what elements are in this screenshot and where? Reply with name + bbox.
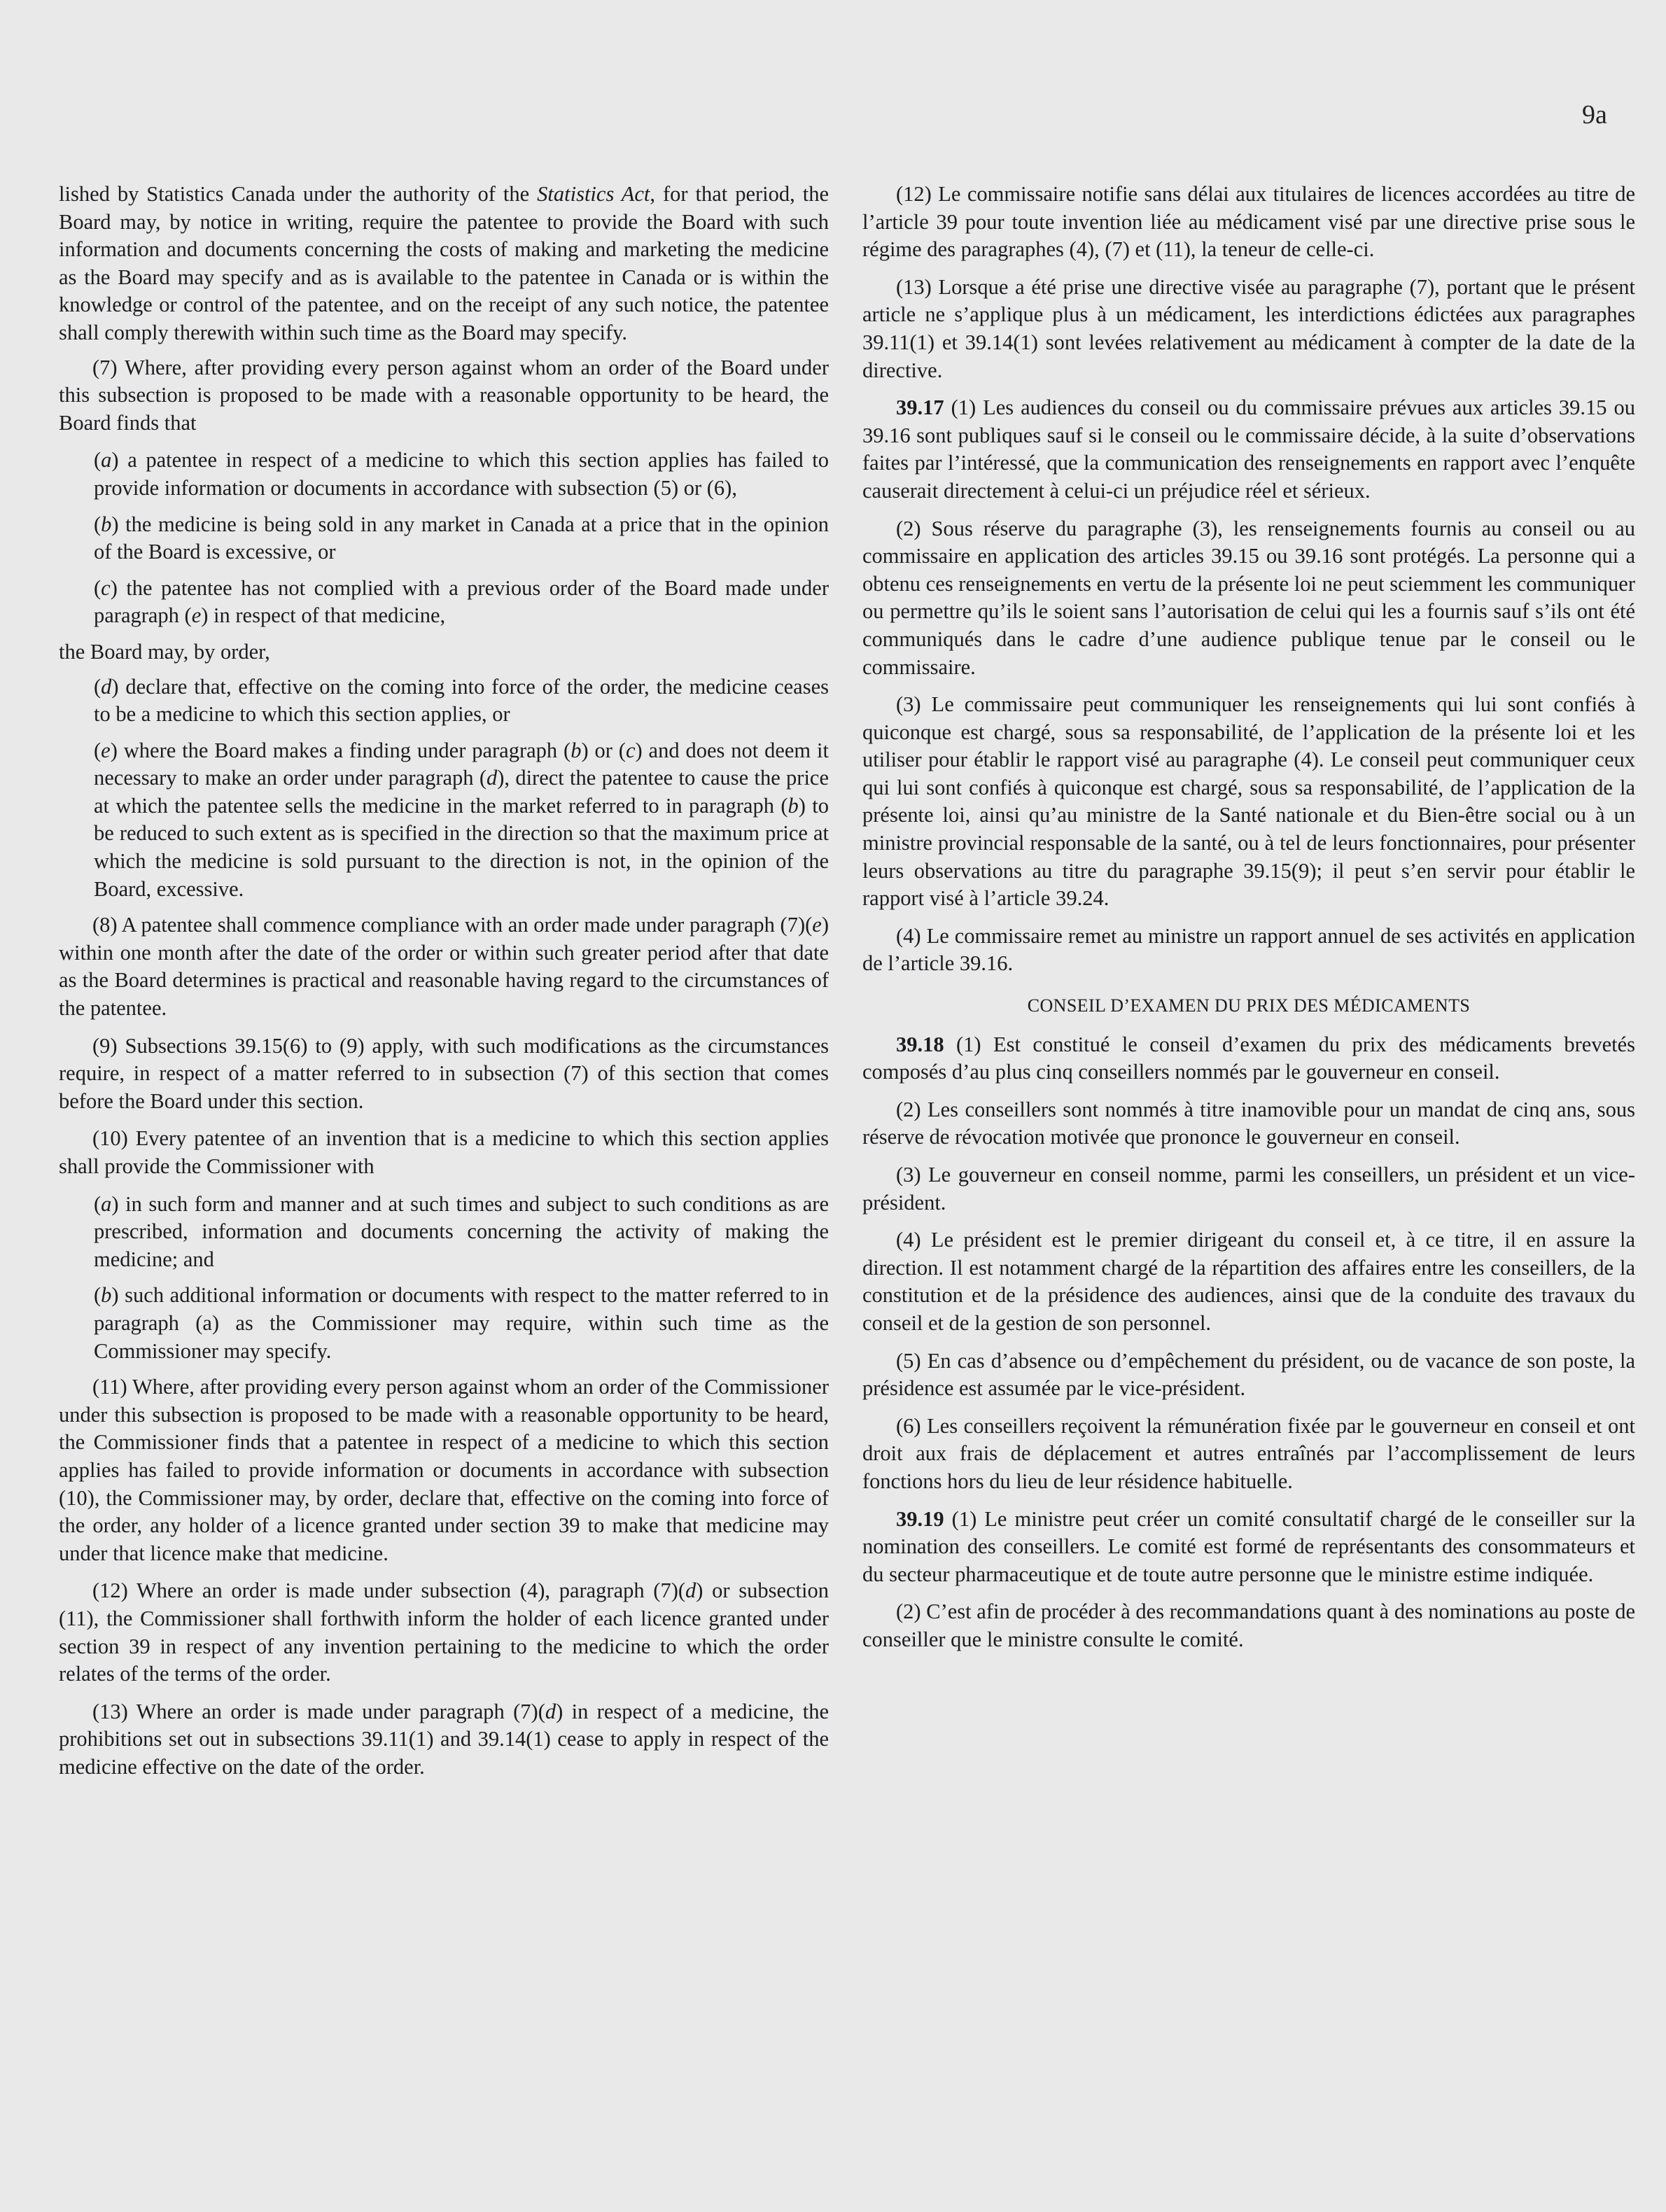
section-number: 39.17 — [896, 396, 944, 420]
paragraph: (4) Le président est le premier dirigeant du conseil et, à ce titre, il en assure la direction. Il est notamment chargé de la répartition des affaires entre les conseillers, de la constitution et de la présidence des audiences, ainsi que de la conduite des travaux du conseil et de la gestion de son personnel. — [862, 1228, 1635, 1335]
list-item: (a) in such form and manner and at such times and subject to such conditions as are prescribed, information and documents concerning the activity of making the medicine; and — [94, 1191, 829, 1271]
english-text-column — [59, 181, 829, 1791]
paragraph: (2) Sous réserve du paragraphe (3), les renseignements fournis au conseil ou au commissaire en application des articles 39.15 ou 39.16 sont protégés. La personne qui a obtenu ces renseignements en vertu de la présente loi ne peut sciemment les communiquer ou permettre qu’ils le soient sans l’autorisation de celui qui les a fournis sauf s’ils ont été communiqués dans le cadre d’une audience publique tenue par le conseil ou le commissaire. — [862, 516, 1635, 679]
paragraph: (7) Where, after providing every person against whom an order of the Board under this subsection is proposed to be made with a reasonable opportunity to be heard, the Board finds that — [59, 355, 829, 435]
paragraph: 39.18 (1) Est constitué le conseil d’examen du prix des médicaments brevetés composés d’au plus cinq conseillers nommés par le gouverneur en conseil. — [862, 1032, 1635, 1084]
paragraph: (5) En cas d’absence ou d’empêchement du président, ou de vacance de son poste, la présidence est assumée par le vice-président. — [862, 1348, 1635, 1401]
paragraph: (6) Les conseillers reçoivent la rémunération fixée par le gouverneur en conseil et ont droit aux frais de déplacement et autres entraînés par l’accomplissement de leurs fonctions hors du lieu de leur résidence habituelle. — [862, 1413, 1635, 1493]
paragraph: (11) Where, after providing every person against whom an order of the Commissioner under this subsection is proposed to be made with a reasonable opportunity to be heard, the Commissioner finds that a patentee in respect of a medicine to which this section applies has failed to provide information or documents in accordance with subsection (10), the Commissioner may, by order, declare that, effective on the coming into force of the order, any holder of a licence granted under section 39 to make that medicine may under that licence make that medicine. — [59, 1375, 829, 1565]
french-text-column — [862, 181, 1635, 1664]
paragraph: (12) Where an order is made under subsection (4), paragraph (7)(d) or subsection (11), the Commissioner shall forthwith inform the holder of each licence granted under section 39 in respect of any invention pertaining to the medicine to which the order relates of the terms of the order. — [59, 1578, 829, 1686]
list-item: (c) the patentee has not complied with a previous order of the Board made under paragraph (e) in respect of that medicine, — [94, 575, 829, 628]
paragraph: 39.17 (1) Les audiences du conseil ou du commissaire prévues aux articles 39.15 ou 39.16 sont publiques sauf si le conseil ou le commissaire décide, à la suite d’observations faites par l’intéressé, que la communication des renseignements en rapport avec l’enquête causerait directement à celui-ci un préjudice réel et sérieux. — [862, 396, 1635, 503]
paragraph: (2) C’est afin de procéder à des recommandations quant à des nominations au poste de conseiller que le ministre consulte le comité. — [862, 1600, 1635, 1651]
paragraph: (3) Le commissaire peut communiquer les renseignements qui lui sont confiés à quiconque est chargé, sous sa responsabilité, de l’application de la présente loi et les utiliser pour établir le rapport visé au paragraphe (4). Le conseil peut communiquer ceux qui lui sont confiés à quiconque est chargé, sous sa responsabilité, de l’application de la présente loi, ainsi qu’au ministre de la Santé nationale et du Bien-être social ou à un ministre provincial responsable de la santé, ou à tel de leurs fonctionnaires, pour présenter leurs observations au titre du paragraphe 39.15(9); il peut s’en servir pour établir le rapport visé à l’article 39.24. — [862, 692, 1635, 911]
paragraph: the Board may, by order, — [59, 639, 270, 664]
paragraph: (13) Lorsque a été prise une directive visée au paragraphe (7), portant que le présent article ne s’applique plus à un médicament, les interdictions édictées aux paragraphes 39.11(1) et 39.14(1) sont levées relativement au médicament à compter de la date de la directive. — [862, 274, 1635, 382]
section-number: 39.19 — [896, 1506, 944, 1531]
list-item: (d) declare that, effective on the coming into force of the order, the medicine ceases to be a medicine to which this section applies, or — [94, 674, 829, 727]
paragraph: lished by Statistics Canada under the authority of the Statistics Act, for that period, the Board may, by notice in writing, require the patentee to provide the Board with such information and documents concerning the costs of making and marketing the medicine as the Board may specify and as is available to the patentee in Canada or is within the knowledge or control of the patentee, and on the receipt of any such notice, the patentee shall comply therewith within such time as the Board may specify. — [59, 182, 829, 344]
list-item: (e) where the Board makes a finding under paragraph (b) or (c) and does not deem it necessary to make an order under paragraph (d), direct the patentee to cause the price at which the patentee sells the medicine in the market referred to in paragraph (b) to be reduced to such extent as is specified in the direction so that the maximum price at which the medicine is sold pursuant to the direction is not, in the opinion of the Board, excessive. — [94, 738, 829, 901]
paragraph: (3) Le gouverneur en conseil nomme, parmi les conseillers, un président et un vice-président. — [862, 1163, 1635, 1214]
list-item: (a) a patentee in respect of a medicine to which this section applies has failed to provide information or documents in accordance with subsection (5) or (6), — [94, 448, 829, 500]
section-number: 39.18 — [896, 1032, 944, 1056]
paragraph: 39.19 (1) Le ministre peut créer un comité consultatif chargé de le conseiller sur la nomination des conseillers. Le comité est formé de représentants des consommateurs et du secteur pharmaceutique et de toute autre personne que le ministre estime indiquée. — [862, 1506, 1635, 1586]
paragraph: (8) A patentee shall commence compliance with an order made under paragraph (7)(e) within one month after the date of the order or within such greater period after that date as the Board determines is practical and reasonable having regard to the circumstances of the patentee. — [59, 913, 829, 1021]
paragraph: (2) Les conseillers sont nommés à titre inamovible pour un mandat de cinq ans, sous réserve de révocation motivée que prononce le gouverneur en conseil. — [862, 1097, 1635, 1149]
paragraph: (10) Every patentee of an invention that is a medicine to which this section applies shall provide the Commissioner with — [59, 1126, 829, 1178]
paragraph: (4) Le commissaire remet au ministre un rapport annuel de ses activités en application de l’article 39.16. — [862, 923, 1635, 976]
list-item: (b) the medicine is being sold in any market in Canada at a price that in the opinion of the Board is excessive, or — [94, 512, 829, 564]
paragraph: (9) Subsections 39.15(6) to (9) apply, with such modifications as the circumstances require, in respect of a matter referred to in subsection (7) of this section that comes before the Board under this section. — [59, 1033, 829, 1113]
page-number: 9a — [1582, 100, 1607, 130]
paragraph: (12) Le commissaire notifie sans délai aux titulaires de licences accordées au titre de l’article 39 pour toute invention liée au médicament visé par une directive prise sous le régime des paragraphes (4), (7) et (11), la teneur de celle-ci. — [862, 182, 1635, 262]
paragraph: (13) Where an order is made under paragraph (7)(d) in respect of a medicine, the prohibitions set out in subsections 39.11(1) and 39.14(1) cease to apply in respect of the medicine effective on the date of the order. — [59, 1699, 829, 1779]
section-heading: CONSEIL D’EXAMEN DU PRIX DES MÉDICAMENTS — [1027, 995, 1471, 1016]
list-item: (b) such additional information or documents with respect to the matter referred to in paragraph (a) as the Commissioner may require, within such time as the Commissioner may specify. — [94, 1283, 829, 1363]
